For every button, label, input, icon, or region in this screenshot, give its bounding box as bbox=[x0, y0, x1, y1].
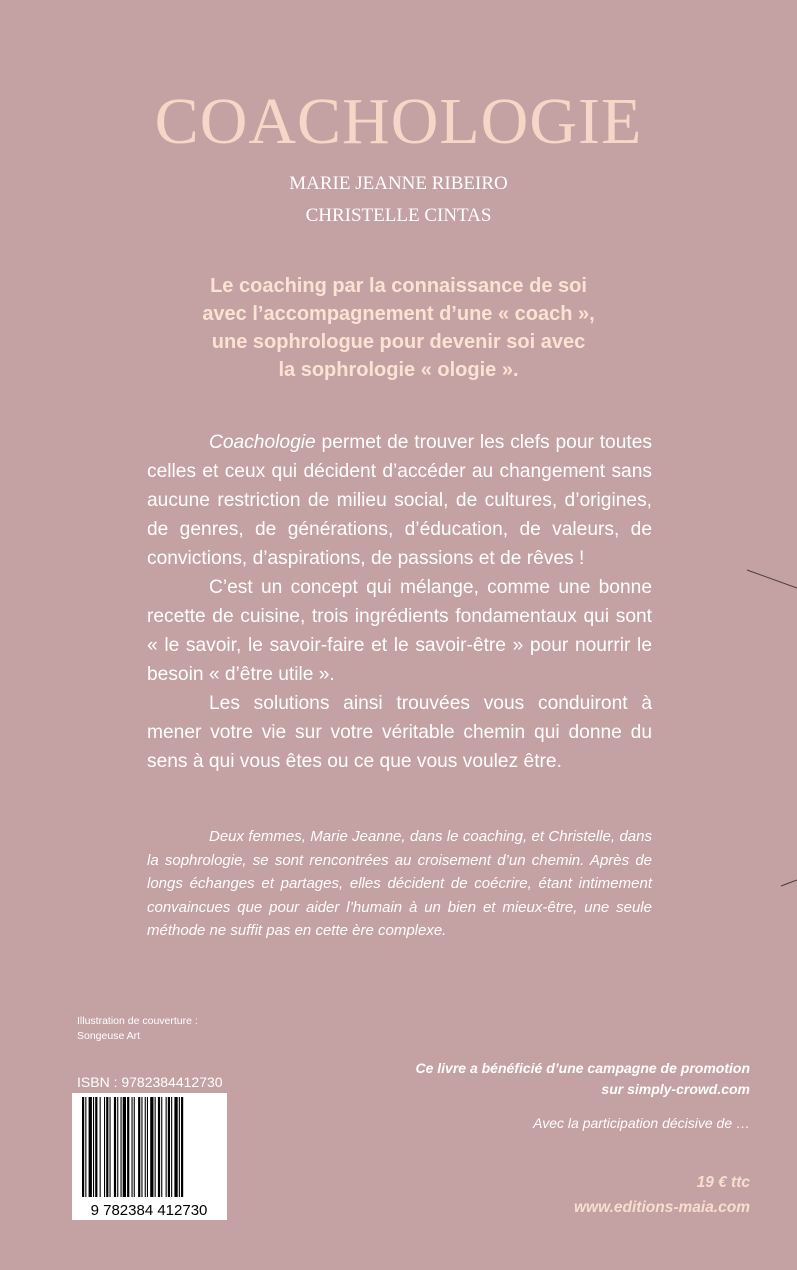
barcode-bar bbox=[166, 1097, 167, 1197]
barcode-bar bbox=[93, 1097, 94, 1197]
barcode-bar bbox=[117, 1097, 118, 1197]
tagline-line-1: Le coaching par la connaissance de soi bbox=[210, 275, 587, 297]
authors bbox=[0, 168, 797, 232]
barcode-bar bbox=[155, 1097, 156, 1197]
barcode-digits: 9 782384 412730 bbox=[90, 1202, 208, 1219]
tagline-line-2: avec l’accompagnement d’une « coach », bbox=[202, 303, 595, 325]
barcode-bar bbox=[82, 1097, 84, 1197]
barcode-bar bbox=[161, 1097, 162, 1197]
blurb-paragraph-1 bbox=[147, 428, 652, 573]
illustration-credit-name: Songeuse Art bbox=[77, 1030, 141, 1042]
barcode-bar bbox=[138, 1097, 140, 1197]
blurb-paragraph-2: C’est un concept qui mélange, comme une bonne recette de cuisine, trois ingrédients fondamentaux qui sont « le savoir, le savoir-faire et le savoir-être » pour nourrir le besoin « d’être utile ». bbox=[147, 577, 652, 685]
barcode-bar bbox=[114, 1097, 116, 1197]
barcode-bar bbox=[168, 1097, 170, 1197]
author-2: CHRISTELLE CINTAS bbox=[305, 205, 492, 226]
barcode-bar bbox=[104, 1097, 105, 1197]
barcode-bar bbox=[132, 1097, 133, 1197]
barcode-bar bbox=[147, 1097, 148, 1197]
barcode-bar bbox=[85, 1097, 86, 1197]
barcode-bar bbox=[171, 1097, 172, 1197]
barcode-bar bbox=[95, 1097, 97, 1197]
barcode-bar bbox=[179, 1097, 180, 1197]
promo-line-1: Ce livre a bénéficié d’une campagne de promotion bbox=[415, 1060, 750, 1076]
barcode-bar bbox=[145, 1097, 146, 1197]
participation-text: Avec la participation décisive de … bbox=[533, 1115, 750, 1131]
blurb bbox=[147, 428, 652, 776]
blurb-paragraph-1-text: permet de trouver les clefs pour toutes celles et ceux qui décident d’accéder au changement sans aucune restriction de milieu social, de cultures, d’origines, de genres, de générations, d’éducation, de valeurs, de convictions, d’aspirations, de passions et de rêves ! bbox=[147, 432, 652, 569]
barcode-bar bbox=[181, 1097, 183, 1197]
about-authors: Deux femmes, Marie Jeanne, dans le coaching, et Christelle, dans la sophrologie, se sont rencontrées au croisement d’un chemin. Après de longs échanges et partages, elles décident de coécrire, étant intimement convaincues que pour aider l’humain à un bien et mieux-être, une seule méthode ne suffit pas en cette ère complexe. bbox=[147, 828, 652, 939]
blurb-paragraph-3: Les solutions ainsi trouvées vous conduiront à mener votre vie sur votre véritable chemin qui donne du sens à qui vous êtes ou ce que vous voulez être. bbox=[147, 693, 652, 772]
publisher-website: www.editions-maia.com bbox=[574, 1199, 750, 1216]
barcode-bar bbox=[89, 1097, 92, 1197]
illustration-credit bbox=[77, 1014, 257, 1044]
barcode-bar bbox=[141, 1097, 142, 1197]
barcode bbox=[72, 1093, 227, 1220]
promo-line-2: sur simply-crowd.com bbox=[601, 1081, 750, 1097]
barcode-bar bbox=[121, 1097, 122, 1197]
barcode-bar bbox=[174, 1097, 177, 1197]
barcode-bar bbox=[127, 1097, 129, 1197]
barcode-bar bbox=[110, 1097, 111, 1197]
blurb-book-title: Coachologie bbox=[209, 432, 316, 453]
tagline bbox=[120, 272, 677, 384]
tagline-line-3: une sophrologue pour devenir soi avec bbox=[211, 331, 586, 353]
barcode-bar bbox=[123, 1097, 126, 1197]
isbn-label: ISBN : 9782384412730 bbox=[77, 1074, 223, 1090]
tagline-line-4: la sophrologie « ologie ». bbox=[278, 359, 519, 381]
barcode-bar bbox=[158, 1097, 160, 1197]
book-title: COACHOLOGIE bbox=[154, 85, 643, 158]
barcode-bar bbox=[134, 1097, 135, 1197]
promo-text bbox=[350, 1058, 750, 1100]
barcode-bar bbox=[106, 1097, 108, 1197]
barcode-bar bbox=[100, 1097, 101, 1197]
author-1: MARIE JEANNE RIBEIRO bbox=[289, 173, 508, 194]
illustration-credit-label: Illustration de couverture : bbox=[77, 1015, 198, 1027]
barcode-bar bbox=[150, 1097, 153, 1197]
barcode-image bbox=[72, 1093, 227, 1220]
price: 19 € ttc bbox=[696, 1174, 750, 1191]
